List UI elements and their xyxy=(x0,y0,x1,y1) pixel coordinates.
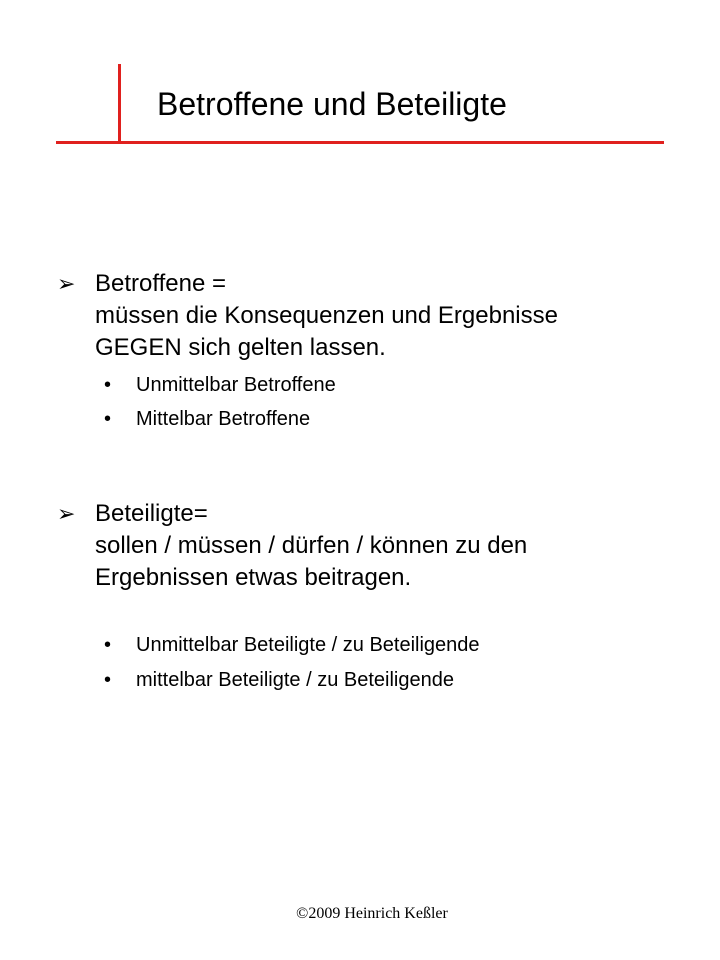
arrow-bullet-icon: ➢ xyxy=(57,271,76,296)
sub-list-item xyxy=(0,368,720,402)
slide-title: Betroffene und Beteiligte xyxy=(157,86,507,122)
sub-list-item-label: Mittelbar Betroffene xyxy=(136,408,311,430)
sub-list-item-label: Unmittelbar Betroffene xyxy=(136,374,336,396)
title-accent-vertical-line xyxy=(118,64,121,144)
bullet-text-line: GEGEN sich gelten lassen. xyxy=(95,334,386,361)
sub-list-item xyxy=(0,663,720,697)
sub-list-item xyxy=(0,628,720,662)
bullet-text-line: müssen die Konsequenzen und Ergebnisse xyxy=(95,302,558,329)
sub-list-item xyxy=(0,402,720,436)
bullet-dot-icon: • xyxy=(104,669,112,691)
bullet-text-line: Ergebnissen etwas beitragen. xyxy=(95,564,412,591)
bullet-dot-icon: • xyxy=(104,408,112,430)
footer-copyright: ©2009 Heinrich Keßler xyxy=(296,905,448,922)
bullet-dot-icon: • xyxy=(104,634,112,656)
bullet-heading: Betroffene = xyxy=(95,270,226,297)
sub-list-item-label: mittelbar Beteiligte / zu Beteiligende xyxy=(136,669,454,691)
sub-list-item-label: Unmittelbar Beteiligte / zu Beteiligende xyxy=(136,634,480,656)
arrow-bullet-icon: ➢ xyxy=(57,501,76,526)
bullet-text-line: sollen / müssen / dürfen / können zu den xyxy=(95,532,528,559)
bullet-dot-icon: • xyxy=(104,374,112,396)
title-accent-horizontal-line xyxy=(56,141,664,144)
bullet-heading: Beteiligte= xyxy=(95,500,208,527)
